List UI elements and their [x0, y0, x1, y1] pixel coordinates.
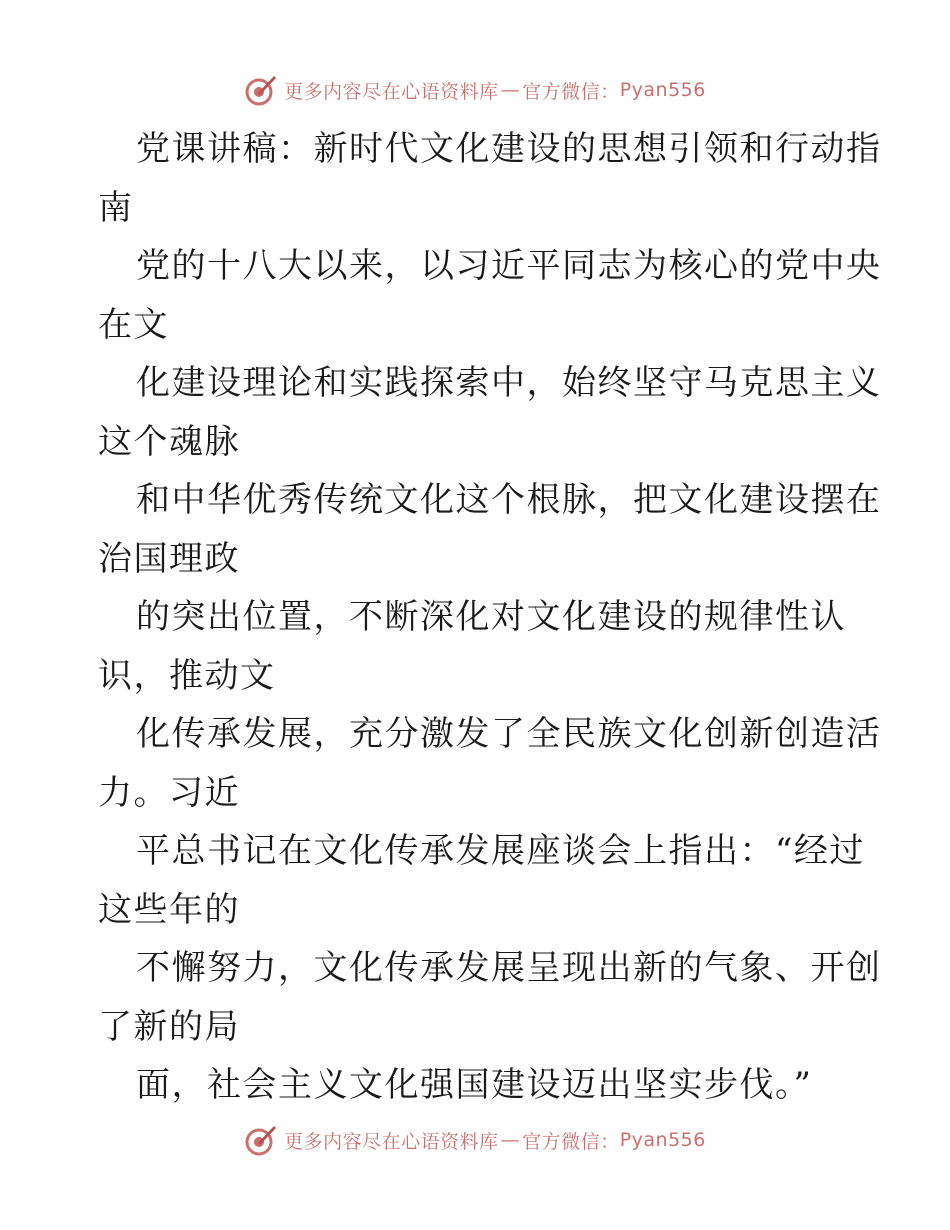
banner-wechat-label: 官方微信：: [522, 1130, 620, 1153]
banner-wechat-label: 官方微信：: [522, 80, 620, 103]
footer-banner: [0, 1120, 950, 1160]
text-line: 面，社会主义文化强国建设迈出坚实步伐。”: [136, 1065, 813, 1105]
text-line: 了新的局: [98, 1006, 240, 1047]
text-line: 这个魂脉: [98, 421, 240, 462]
text-line: 治国理政: [98, 538, 240, 579]
text-line: 南: [98, 187, 134, 228]
text-line: 化传承发展，充分激发了全民族文化创新创造活: [136, 714, 882, 754]
text-line: 在文: [98, 304, 169, 345]
text-line: 的突出位置，不断深化对文化建设的规律性认: [136, 597, 846, 637]
text-line: 力。习近: [98, 772, 240, 813]
text-line: 平总书记在文化传承发展座谈会上指出：“经过: [136, 831, 865, 871]
text-line: 和中华优秀传统文化这个根脉，把文化建设摆在: [136, 480, 882, 520]
header-banner: [0, 70, 950, 110]
text-line: 识，推动文: [98, 655, 276, 696]
quill-logo-icon: [244, 1123, 278, 1157]
banner-text: 更多内容尽在心语资料库: [284, 1130, 499, 1153]
banner-text: 更多内容尽在心语资料库: [284, 80, 499, 103]
banner-separator: —: [500, 1129, 521, 1151]
text-line: 党的十八大以来，以习近平同志为核心的党中央: [136, 246, 882, 286]
banner-separator: —: [500, 79, 521, 101]
document-body: [98, 120, 882, 1115]
text-line: 党课讲稿：新时代文化建设的思想引领和行动指: [136, 129, 882, 169]
banner-handle: Pyan556: [619, 79, 706, 101]
text-line: 不懈努力，文化传承发展呈现出新的气象、开创: [136, 948, 882, 988]
quill-logo-icon: [244, 73, 278, 107]
banner-handle: Pyan556: [619, 1129, 706, 1151]
text-line: 这些年的: [98, 889, 240, 930]
text-line: 化建设理论和实践探索中，始终坚守马克思主义: [136, 363, 882, 403]
